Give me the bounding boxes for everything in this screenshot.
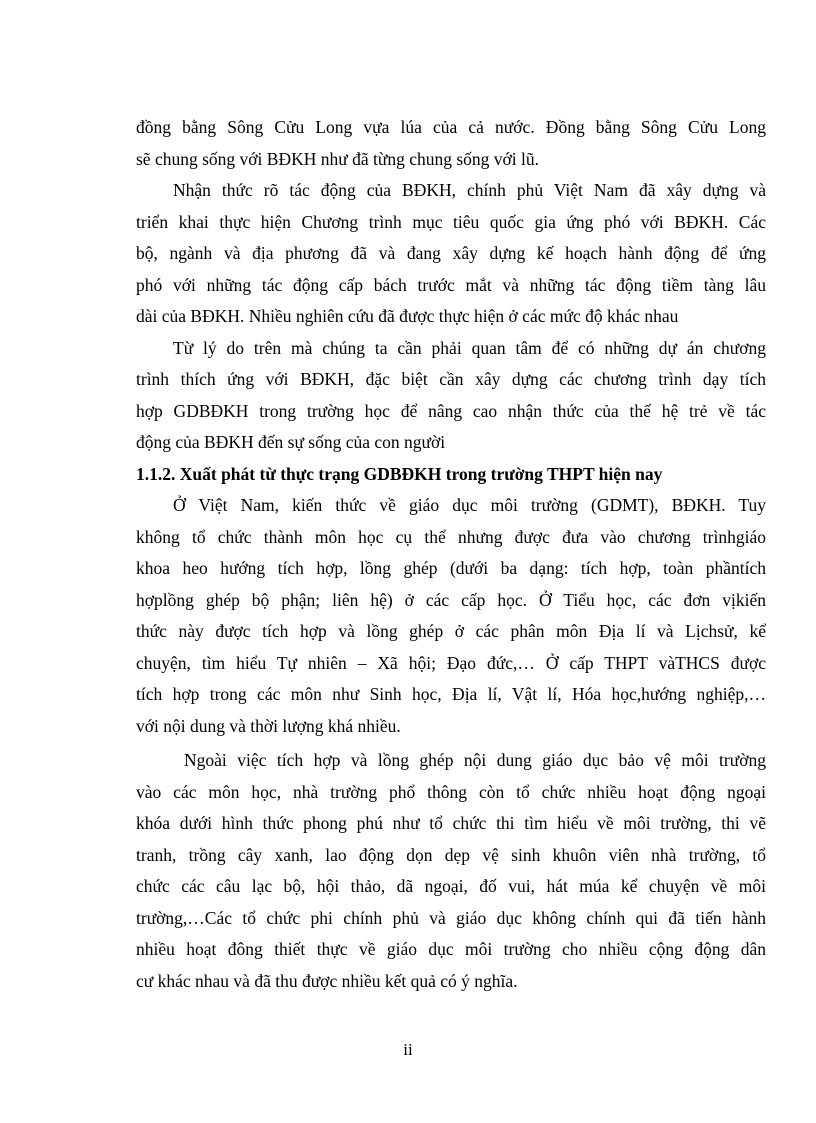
text-line: sẽ chung sống với BĐKH như đã từng chung sống với lũ. xyxy=(136,148,540,169)
text-line: với nội dung và thời lượng khá nhiều. xyxy=(136,715,401,736)
text-line: không tổ chức thành môn học cụ thể nhưng được đưa vào chương trìnhgiáo xyxy=(136,526,766,547)
text-line: vào các môn học, nhà trường phổ thông còn tổ chức nhiều hoạt động ngoại xyxy=(136,781,766,802)
text-line: triển khai thực hiện Chương trình mục tiêu quốc gia ứng phó với BĐKH. Các xyxy=(136,211,766,232)
text-line: Ngoài việc tích hợp và lồng ghép nội dung giáo dục bảo vệ môi trường xyxy=(184,750,766,770)
text-line: Ở Việt Nam, kiến thức về giáo dục môi trường (GDMT), BĐKH. Tuy xyxy=(173,495,766,515)
text-line: bộ, ngành và địa phương đã và đang xây dựng kế hoạch hành động để ứng xyxy=(136,243,766,263)
paragraph-3 xyxy=(136,333,766,459)
text-line: trình thích ứng với BĐKH, đặc biệt cần xây dựng các chương trình dạy tích xyxy=(136,369,766,389)
page-number: ii xyxy=(403,1040,413,1059)
text-line: Nhận thức rõ tác động của BĐKH, chính phủ Việt Nam đã xây dựng và xyxy=(173,180,766,200)
text-line: chức các câu lạc bộ, hội thảo, dã ngoại, đố vui, hát múa kể chuyện về môi xyxy=(136,876,766,896)
text-line: chuyện, tìm hiểu Tự nhiên – Xã hội; Đạo đức,… Ở cấp THPT vàTHCS được xyxy=(136,652,766,673)
section-heading: 1.1.2. Xuất phát từ thực trạng GDBĐKH trong trường THPT hiện nay xyxy=(136,463,663,484)
text-line: đồng bằng Sông Cửu Long vựa lúa của cả nước. Đồng bằng Sông Cửu Long xyxy=(136,117,766,137)
text-line: Từ lý do trên mà chúng ta cần phải quan tâm để có những dự án chương xyxy=(173,337,766,358)
text-line: khóa dưới hình thức phong phú như tổ chức thi tìm hiểu về môi trường, thi vẽ xyxy=(136,813,766,833)
text-line: dài của BĐKH. Nhiều nghiên cứu đã được thực hiện ở các mức độ khác nhau xyxy=(136,306,679,326)
text-line: khoa heo hướng tích hợp, lồng ghép (dưới ba dạng: tích hợp, toàn phầntích xyxy=(136,558,766,578)
paragraph-5 xyxy=(136,745,766,997)
body-text xyxy=(136,112,766,997)
text-line: tranh, trồng cây xanh, lao động dọn dẹp vệ sinh khuôn viên nhà trường, tổ xyxy=(136,844,766,865)
paragraph-1 xyxy=(136,112,766,175)
text-line: thức này được tích hợp và lồng ghép ở các phân môn Địa lí và Lịchsử, kể xyxy=(136,621,766,641)
text-line: hợplồng ghép bộ phận; liên hệ) ở các cấp học. Ở Tiểu học, các đơn vịkiến xyxy=(136,589,766,610)
text-line: trường,…Các tổ chức phi chính phủ và giáo dục không chính qui đã tiến hành xyxy=(136,907,766,928)
paragraph-2 xyxy=(136,175,766,333)
text-line: hợp GDBĐKH trong trường học để nâng cao nhận thức của thế hệ trẻ về tác xyxy=(136,400,766,421)
text-line: nhiều hoạt đông thiết thực về giáo dục môi trường cho nhiều cộng động dân xyxy=(136,939,766,959)
paragraph-4 xyxy=(136,490,766,742)
text-line: động của BĐKH đến sự sống của con người xyxy=(136,432,446,452)
text-line: phó với những tác động cấp bách trước mắt và những tác động tiềm tàng lâu xyxy=(136,274,766,295)
text-line: tích hợp trong các môn như Sinh học, Địa lí, Vật lí, Hóa học,hướng nghiệp,… xyxy=(136,684,766,704)
text-line: cư khác nhau và đã thu được nhiều kết quả có ý nghĩa. xyxy=(136,970,518,991)
